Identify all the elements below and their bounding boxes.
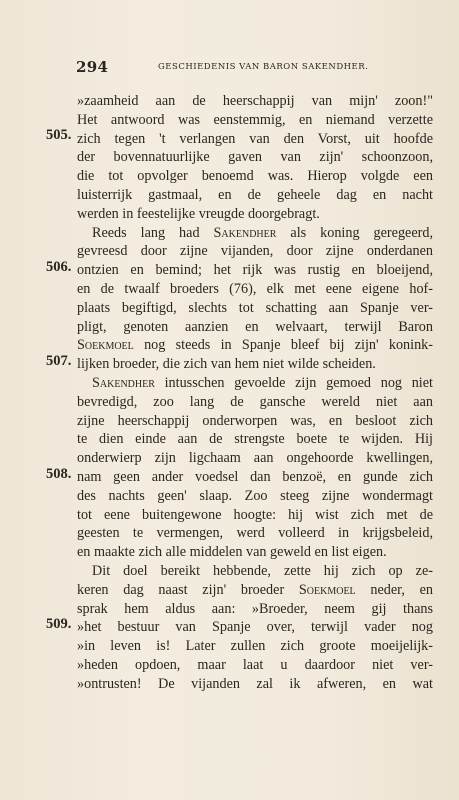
- text-line: die tot opvolger benoemd was. Hierop volgde een: [77, 168, 433, 185]
- text-line: onderwierp zijn ligchaam aan ongehoorde kwellingen,: [77, 450, 433, 467]
- text-line: tot eene buitengewone hoogte: hij wist zich met de: [77, 506, 433, 523]
- small-caps-name: Soekmoel: [77, 337, 134, 354]
- text-line: luisterrijk gastmaal, en de geheele dag en nacht: [77, 186, 433, 203]
- text-line: zijne heerschappij onderworpen was, en besloot zich: [77, 412, 433, 429]
- text-line: Reeds lang had Sakendher als koning geregeerd,: [92, 224, 433, 241]
- text-line: Dit doel bereikt hebbende, zette hij zich op ze-: [92, 562, 433, 579]
- text-line: te dien einde aan de strengste boete te wijden. Hij: [77, 431, 433, 448]
- text-line: »het bestuur van Spanje over, terwijl vader nog: [77, 619, 433, 636]
- text-line: »heden opdoen, maar laat u daardoor niet ver-: [77, 656, 433, 673]
- text-line: nam geen ander voedsel dan benzoë, en gunde zich: [77, 468, 433, 485]
- margin-number-506: 506.: [46, 259, 72, 275]
- text-line: pligt, genoten aanzien en welvaart, terwijl Baron: [77, 318, 433, 335]
- margin-number-508: 508.: [46, 466, 72, 482]
- text-line: sprak hem aldus aan: »Broeder, neem gij thans: [77, 600, 433, 617]
- text-line: en de twaalf broeders (76), elk met eene eigene hof-: [77, 280, 433, 297]
- running-title: GESCHIEDENIS VAN BARON SAKENDHER.: [158, 62, 369, 72]
- text-line: »in leven is! Later zullen zich groote moeijelijk-: [77, 638, 433, 655]
- text-line: der bovennatuurlijke gaven van zijn' schoonzoon,: [77, 149, 433, 166]
- text-line: keren dag naast zijn' broeder Soekmoel neder, en: [77, 581, 433, 598]
- text-line: gevreesd door zijne vijanden, door zijne onderdanen: [77, 243, 433, 260]
- small-caps-name: Sakendher: [213, 224, 277, 241]
- text-line: lijken broeder, die zich van hem niet wilde scheiden.: [77, 356, 376, 373]
- text-line: en maakte zich alle middelen van geweld en list eigen.: [77, 544, 387, 561]
- margin-number-507: 507.: [46, 353, 72, 369]
- text-line: werden in feestelijke vreugde doorgebragt.: [77, 205, 320, 222]
- text-line: »zaamheid aan de heerschappij van mijn' zoon!": [77, 93, 433, 109]
- margin-number-505: 505.: [46, 127, 72, 143]
- text-line: Het antwoord was eenstemmig, en niemand verzette: [77, 111, 433, 128]
- text-line: bevredigd, zoo lang de gansche wereld niet aan: [77, 393, 433, 410]
- margin-number-509: 509.: [46, 616, 72, 632]
- text-line: ontzien en bemind; het rijk was rustig en bloeijend,: [77, 262, 433, 279]
- text-line: Sakendher intusschen gevoelde zijn gemoed nog niet: [92, 374, 433, 391]
- small-caps-name: Sakendher: [92, 374, 155, 391]
- text-line: Soekmoel nog steeds in Spanje bleef bij zijn' konink-: [77, 337, 433, 354]
- text-line: zich tegen 't verlangen van den Vorst, uit hoofde: [77, 130, 433, 147]
- text-line: des nachts geen' slaap. Zoo steeg zijne wondermagt: [77, 487, 433, 504]
- page-number: 294: [76, 58, 109, 76]
- text-line: »ontrusten! De vijanden zal ik afweren, en wat: [77, 675, 433, 692]
- body-text: [77, 92, 433, 694]
- text-line: geesten te vermengen, werd volleerd in krijgsbeleid,: [77, 525, 433, 542]
- small-caps-name: Soekmoel: [298, 581, 356, 598]
- text-line: plaats begiftigd, slechts tot schatting aan Spanje ver-: [77, 299, 433, 316]
